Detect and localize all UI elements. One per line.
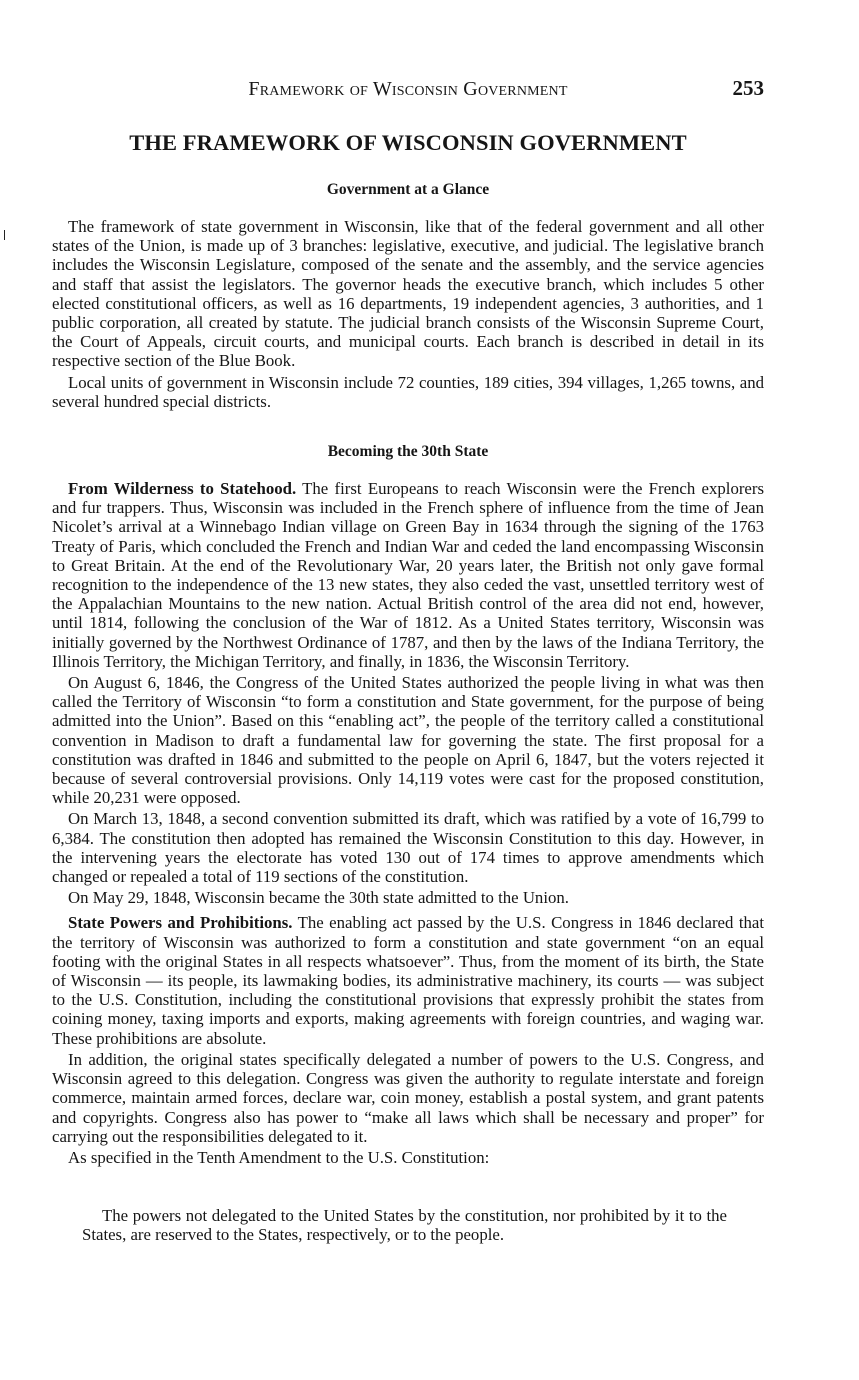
powers-paragraph bbox=[52, 913, 764, 1047]
wilderness-text: The first Europeans to reach Wisconsin were the French explorers and fur trappers. Thus, Wisconsin was included in the French sphere of influence from the time of Jean Nicolet’s arrival at a Winnebago Indian village on Green Bay in 1634 through the signing of the 1763 Treaty of Paris, which concluded the French and Indian War and ceded the land encompassing Wisconsin to Great Britain. At the end of the Revolutionary War, 20 years later, the British not only gave formal recognition to the independence of the 13 new states, they also ceded the vast, unsettled territory west of the Appalachian Mountains to the new nation. Actual British control of the area did not end, however, until 1814, following the conclusion of the War of 1812. As a United States territory, Wisconsin was initially governed by the Northwest Ordinance of 1787, and then by the laws of the Indiana Territory, the Illinois Territory, the Michigan Territory, and finally, in 1836, the Wisconsin Territory. bbox=[52, 479, 764, 671]
section-heading-glance: Government at a Glance bbox=[326, 181, 490, 198]
statehood-section-body bbox=[52, 479, 764, 1167]
wilderness-paragraph bbox=[52, 479, 764, 671]
page-number: 253 bbox=[732, 76, 764, 100]
powers-paragraph-2: In addition, the original states specifically delegated a number of powers to the U.S. Congress, and Wisconsin agreed to this delegation. Congress was given the authority to regulate interstate and foreign commerce, maintain armed forces, declare war, coin money, establish a postal system, and grant patents and copyrights. Congress also has power to “make all laws which shall be necessary and proper” for carrying out the responsibilities delegated to it. bbox=[52, 1049, 764, 1146]
tenth-amendment-quote: The powers not delegated to the United States by the constitution, nor prohibited by it to the States, are reserved to the States, respectively, or to the people. bbox=[82, 1206, 727, 1245]
glance-paragraph-2: Local units of government in Wisconsin include 72 counties, 189 cities, 394 villages, 1,265 towns, and several hundred special districts. bbox=[52, 372, 764, 411]
powers-runin: State Powers and Prohibitions. bbox=[68, 913, 293, 933]
powers-text: The enabling act passed by the U.S. Congress in 1846 declared that the territory of Wisconsin was authorized to form a constitution and state government “on an equal footing with the original States in all respects whatsoever”. Thus, from the moment of its birth, the State of Wisconsin — its people, its lawmaking bodies, its administrative machinery, its courts — was subject to the U.S. Constitution, including the constitutional provisions that expressly prohibit the states from coining money, taxing imports and exports, making agreements with foreign countries, and waging war. These prohibitions are absolute. bbox=[52, 913, 765, 1048]
running-head bbox=[52, 78, 764, 104]
glance-section-body bbox=[52, 217, 764, 411]
margin-mark bbox=[4, 230, 5, 240]
running-title: Framework of Wisconsin Government bbox=[248, 78, 568, 100]
section-heading-statehood: Becoming the 30th State bbox=[327, 443, 489, 460]
wilderness-runin: From Wilderness to Statehood. bbox=[68, 479, 297, 498]
main-title: THE FRAMEWORK OF WISCONSIN GOVERNMENT bbox=[129, 130, 687, 155]
statehood-paragraph-1: On August 6, 1846, the Congress of the United States authorized the people living in what was then called the Territory of Wisconsin “to form a constitution and State government, for the purpose of being admitted into the Union”. Based on this “enabling act”, the people of the territory called a constitutional convention in Madison to draft a fundamental law for governing the state. The first proposal for a constitution was drafted in 1846 and submitted to the people on April 6, 1847, but the voters rejected it because of several controversial provisions. Only 14,119 votes were cast for the proposed constitution, while 20,231 were opposed. bbox=[52, 673, 764, 808]
statehood-paragraph-3: On May 29, 1848, Wisconsin became the 30th state admitted to the Union. bbox=[68, 888, 569, 908]
glance-paragraph-1: The framework of state government in Wisconsin, like that of the federal government and all other states of the Union, is made up of 3 branches: legislative, executive, and judicial. The legislative branch includes the Wisconsin Legislature, composed of the senate and the assembly, and the service agencies and staff that assist the legislators. The governor heads the executive branch, which includes 5 other elected constitutional officers, as well as 16 departments, 19 independent agencies, 3 authorities, and 1 public corporation, all created by statute. The judicial branch consists of the Wisconsin Supreme Court, the Court of Appeals, circuit courts, and municipal courts. Each branch is described in detail in its respective section of the Blue Book. bbox=[52, 217, 764, 371]
statehood-paragraph-2: On March 13, 1848, a second convention submitted its draft, which was ratified by a vote of 16,799 to 6,384. The constitution then adopted has remained the Wisconsin Constitution to this day. However, in the intervening years the electorate has voted 130 out of 174 times to approve amendments which changed or repealed a total of 119 sections of the constitution. bbox=[52, 809, 764, 887]
powers-paragraph-3: As specified in the Tenth Amendment to the U.S. Constitution: bbox=[68, 1147, 490, 1167]
